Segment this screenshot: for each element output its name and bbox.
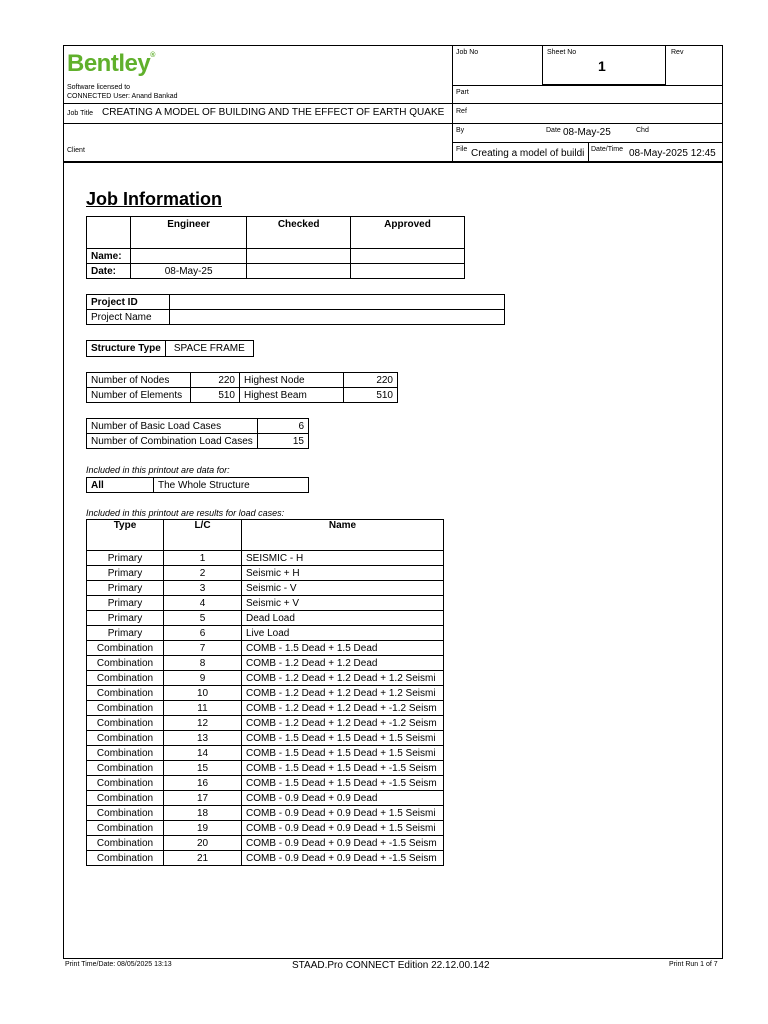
datetime-value: 08-May-2025 12:45 (629, 148, 716, 159)
lc-name: COMB - 0.9 Dead + 0.9 Dead + 1.5 Seismi (242, 821, 444, 836)
loadcase-counts-table (86, 418, 309, 449)
lc-name: Seismic + V (242, 596, 444, 611)
table-row (87, 611, 444, 626)
lc-name: COMB - 0.9 Dead + 0.9 Dead (242, 791, 444, 806)
job-no-label: Job No (456, 49, 479, 56)
engineer-header: Engineer (131, 217, 247, 249)
nodes-value: 220 (191, 373, 240, 388)
lc-number: 18 (164, 806, 242, 821)
table-row (87, 821, 444, 836)
lc-type: Combination (87, 851, 164, 866)
data-caption: Included in this printout are data for: (86, 465, 230, 475)
datetime-label: Date/Time (591, 146, 624, 153)
lc-number: 5 (164, 611, 242, 626)
lc-number: 11 (164, 701, 242, 716)
approved-header: Approved (351, 217, 465, 249)
name-header: Name (242, 520, 444, 551)
lc-number: 10 (164, 686, 242, 701)
lc-number: 13 (164, 731, 242, 746)
lc-header: L/C (164, 520, 242, 551)
lc-type: Combination (87, 656, 164, 671)
basic-loadcases-label: Number of Basic Load Cases (87, 419, 258, 434)
elements-label: Number of Elements (87, 388, 191, 403)
lc-number: 1 (164, 551, 242, 566)
lc-name: COMB - 1.2 Dead + 1.2 Dead + 1.2 Seismi (242, 671, 444, 686)
lc-number: 7 (164, 641, 242, 656)
job-title: CREATING A MODEL OF BUILDING AND THE EFFECT OF EARTH QUAKE (102, 107, 445, 118)
lc-name: COMB - 1.2 Dead + 1.2 Dead + -1.2 Seism (242, 701, 444, 716)
table-row (87, 776, 444, 791)
lc-type: Combination (87, 686, 164, 701)
table-row (87, 731, 444, 746)
table-row (87, 701, 444, 716)
license-line-2: CONNECTED User: Anand Bankad (67, 93, 178, 100)
lc-type: Combination (87, 761, 164, 776)
table-row (87, 671, 444, 686)
lc-type: Combination (87, 641, 164, 656)
lc-name: COMB - 1.2 Dead + 1.2 Dead + -1.2 Seism (242, 716, 444, 731)
date-value: 08-May-25 (563, 127, 611, 138)
date-label: Date (546, 127, 561, 134)
lc-type: Combination (87, 791, 164, 806)
project-name-label: Project Name (87, 310, 170, 325)
file-value: Creating a model of buildi (471, 148, 585, 159)
lc-type: Primary (87, 626, 164, 641)
ref-label: Ref (456, 108, 467, 115)
job-info-heading: Job Information (86, 189, 222, 209)
lc-name: COMB - 0.9 Dead + 0.9 Dead + -1.5 Seism (242, 851, 444, 866)
edition: STAAD.Pro CONNECT Edition 22.12.00.142 (292, 960, 490, 971)
table-row (87, 746, 444, 761)
lc-type: Primary (87, 611, 164, 626)
structure-type-value: SPACE FRAME (165, 341, 253, 357)
table-row (87, 641, 444, 656)
file-label: File (456, 146, 468, 153)
name-label: Name: (87, 249, 131, 264)
table-row (87, 596, 444, 611)
table-row (87, 716, 444, 731)
lc-type: Primary (87, 566, 164, 581)
table-row (87, 551, 444, 566)
lc-name: Seismic + H (242, 566, 444, 581)
lc-number: 6 (164, 626, 242, 641)
lc-name: COMB - 1.2 Dead + 1.2 Dead + 1.2 Seismi (242, 686, 444, 701)
job-info-table (86, 216, 465, 279)
lc-type: Combination (87, 671, 164, 686)
project-table (86, 294, 505, 325)
lc-name: COMB - 0.9 Dead + 0.9 Dead + -1.5 Seism (242, 836, 444, 851)
lc-type: Combination (87, 716, 164, 731)
lc-number: 14 (164, 746, 242, 761)
date-row-label: Date: (87, 264, 131, 279)
lc-type: Primary (87, 551, 164, 566)
structure-type-table (86, 340, 254, 357)
results-caption: Included in this printout are results for load cases: (86, 508, 285, 518)
structure-type-label: Structure Type (87, 341, 166, 357)
table-row (87, 686, 444, 701)
print-run: Print Run 1 of 7 (669, 961, 718, 968)
checked-header: Checked (247, 217, 351, 249)
sheet-no-value: 1 (598, 58, 606, 74)
table-row (87, 761, 444, 776)
lc-number: 3 (164, 581, 242, 596)
highest-beam-value: 510 (344, 388, 398, 403)
lc-name: Dead Load (242, 611, 444, 626)
lc-name: Live Load (242, 626, 444, 641)
basic-loadcases-value: 6 (258, 419, 309, 434)
table-row (87, 791, 444, 806)
nodes-label: Number of Nodes (87, 373, 191, 388)
highest-node-label: Highest Node (240, 373, 344, 388)
lc-number: 9 (164, 671, 242, 686)
table-row (87, 851, 444, 866)
lc-type: Combination (87, 806, 164, 821)
rev-label: Rev (671, 49, 684, 56)
license-line-1: Software licensed to (67, 84, 131, 91)
lc-number: 16 (164, 776, 242, 791)
load-cases-table (86, 519, 444, 866)
lc-name: Seismic - V (242, 581, 444, 596)
project-id-label: Project ID (87, 295, 170, 310)
lc-number: 21 (164, 851, 242, 866)
lc-name: COMB - 1.5 Dead + 1.5 Dead (242, 641, 444, 656)
table-row (87, 626, 444, 641)
lc-name: COMB - 0.9 Dead + 0.9 Dead + 1.5 Seismi (242, 806, 444, 821)
lc-number: 2 (164, 566, 242, 581)
lc-type: Combination (87, 836, 164, 851)
lc-name: COMB - 1.5 Dead + 1.5 Dead + -1.5 Seism (242, 761, 444, 776)
lc-number: 17 (164, 791, 242, 806)
type-header: Type (87, 520, 164, 551)
lc-name: COMB - 1.5 Dead + 1.5 Dead + 1.5 Seismi (242, 746, 444, 761)
highest-beam-label: Highest Beam (240, 388, 344, 403)
lc-name: COMB - 1.5 Dead + 1.5 Dead + 1.5 Seismi (242, 731, 444, 746)
all-label: All (87, 478, 154, 493)
part-label: Part (456, 89, 469, 96)
lc-type: Combination (87, 731, 164, 746)
table-row (87, 836, 444, 851)
combination-loadcases-value: 15 (258, 434, 309, 449)
lc-type: Combination (87, 821, 164, 836)
lc-number: 4 (164, 596, 242, 611)
included-table (86, 477, 309, 493)
counts-table (86, 372, 398, 403)
lc-type: Combination (87, 776, 164, 791)
chd-label: Chd (636, 127, 649, 134)
engineer-date: 08-May-25 (131, 264, 247, 279)
highest-node-value: 220 (344, 373, 398, 388)
table-row (87, 806, 444, 821)
all-value: The Whole Structure (154, 478, 309, 493)
lc-number: 12 (164, 716, 242, 731)
lc-name: COMB - 1.5 Dead + 1.5 Dead + -1.5 Seism (242, 776, 444, 791)
lc-name: COMB - 1.2 Dead + 1.2 Dead (242, 656, 444, 671)
lc-type: Primary (87, 581, 164, 596)
combination-loadcases-label: Number of Combination Load Cases (87, 434, 258, 449)
lc-number: 15 (164, 761, 242, 776)
job-title-label: Job Title (67, 110, 94, 117)
lc-type: Primary (87, 596, 164, 611)
bentley-logo: Bentley® (67, 50, 155, 77)
elements-value: 510 (191, 388, 240, 403)
lc-type: Combination (87, 746, 164, 761)
print-time: Print Time/Date: 08/05/2025 13:13 (65, 961, 172, 968)
lc-name: SEISMIC - H (242, 551, 444, 566)
by-label: By (456, 127, 465, 134)
table-row (87, 581, 444, 596)
lc-number: 19 (164, 821, 242, 836)
lc-type: Combination (87, 701, 164, 716)
table-row (87, 566, 444, 581)
lc-number: 8 (164, 656, 242, 671)
table-row (87, 656, 444, 671)
client-label: Client (67, 147, 85, 154)
sheet-no-label: Sheet No (547, 49, 577, 56)
lc-number: 20 (164, 836, 242, 851)
